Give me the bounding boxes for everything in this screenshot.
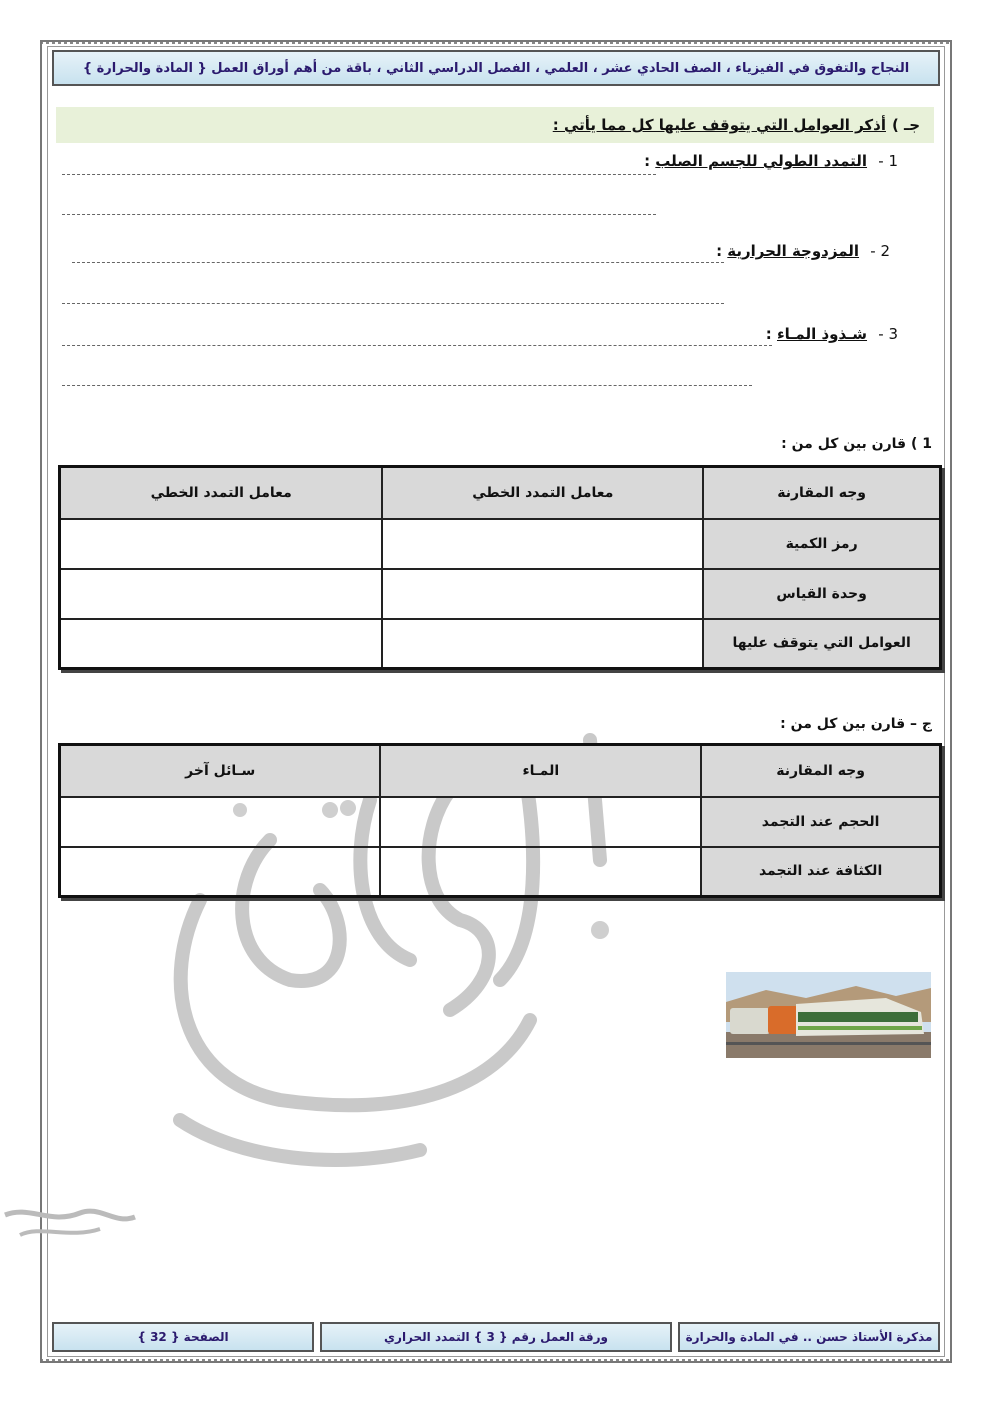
footer-sheet: ورقة العمل رقم { 3 } التمدد الحراري <box>320 1322 672 1352</box>
row-label: الحجم عند التجمد <box>701 797 940 847</box>
footer-book: مذكرة الأستاذ حسن .. في المادة والحرارة <box>678 1322 940 1352</box>
item-colon: : <box>644 152 651 170</box>
answer-line[interactable] <box>62 214 656 215</box>
answer-cell[interactable] <box>382 519 703 569</box>
table-row <box>60 797 941 847</box>
item-colon: : <box>716 242 723 260</box>
table-row <box>60 519 941 569</box>
item-3 <box>766 325 898 343</box>
answer-cell[interactable] <box>60 519 383 569</box>
train-image <box>726 972 931 1058</box>
item-number: 3 - <box>878 325 898 343</box>
answer-cell[interactable] <box>380 797 701 847</box>
row-label: العوامل التي يتوقف عليها <box>703 619 940 669</box>
question-section-bar <box>56 107 934 143</box>
row-label: رمز الكمية <box>703 519 940 569</box>
header-title: النجاح والتفوق في الفيزياء ، الصف الحادي عشر ، العلمي ، الفصل الدراسي الثاني ، باقة من أهم أوراق العمل { المادة والحرارة } <box>82 60 910 76</box>
compare1-title: 1 ) قارن بين كل من : <box>781 436 932 452</box>
page-footer <box>52 1322 940 1352</box>
answer-line[interactable] <box>62 385 752 386</box>
item-text: شـذوذ المـاء <box>776 325 868 343</box>
table-row <box>60 847 941 897</box>
compare2-table <box>58 743 942 898</box>
item-number: 1 - <box>878 152 898 170</box>
answer-cell[interactable] <box>60 797 381 847</box>
row-label: الكثافة عند التجمد <box>701 847 940 897</box>
header-cell: معامل التمدد الخطي <box>382 467 703 519</box>
header-cell: وجه المقارنة <box>701 745 940 797</box>
item-text: المزدوجة الحرارية <box>727 242 860 260</box>
item-text: التمدد الطولي للجسم الصلب <box>655 152 868 170</box>
header-cell: المـاء <box>380 745 701 797</box>
answer-line[interactable] <box>62 345 772 346</box>
signature-mark <box>0 1195 140 1245</box>
item-number: 2 - <box>870 242 890 260</box>
compare1-table <box>58 465 942 670</box>
section-label: جـ ) <box>891 116 920 134</box>
table-row <box>60 569 941 619</box>
header-cell: وجه المقارنة <box>703 467 940 519</box>
table-row <box>60 619 941 669</box>
answer-cell[interactable] <box>60 569 383 619</box>
item-2 <box>716 242 890 260</box>
answer-cell[interactable] <box>380 847 701 897</box>
compare2-title: ج – قارن بين كل من : <box>780 716 932 732</box>
table-header-row <box>60 745 941 797</box>
item-colon: : <box>765 325 772 343</box>
answer-cell[interactable] <box>382 569 703 619</box>
answer-cell[interactable] <box>60 619 383 669</box>
item-1 <box>644 152 898 170</box>
footer-page-number: الصفحة { 32 } <box>52 1322 314 1352</box>
table-header-row <box>60 467 941 519</box>
answer-line[interactable] <box>62 174 656 175</box>
answer-line[interactable] <box>62 303 724 304</box>
answer-cell[interactable] <box>60 847 381 897</box>
header-cell: سـائل آخر <box>60 745 381 797</box>
section-title: أذكر العوامل التي يتوقف عليها كل مما يأتي : <box>552 116 886 134</box>
row-label: وحدة القياس <box>703 569 940 619</box>
page-header <box>52 50 940 86</box>
header-cell: معامل التمدد الخطي <box>60 467 383 519</box>
answer-line[interactable] <box>72 262 724 263</box>
answer-cell[interactable] <box>382 619 703 669</box>
